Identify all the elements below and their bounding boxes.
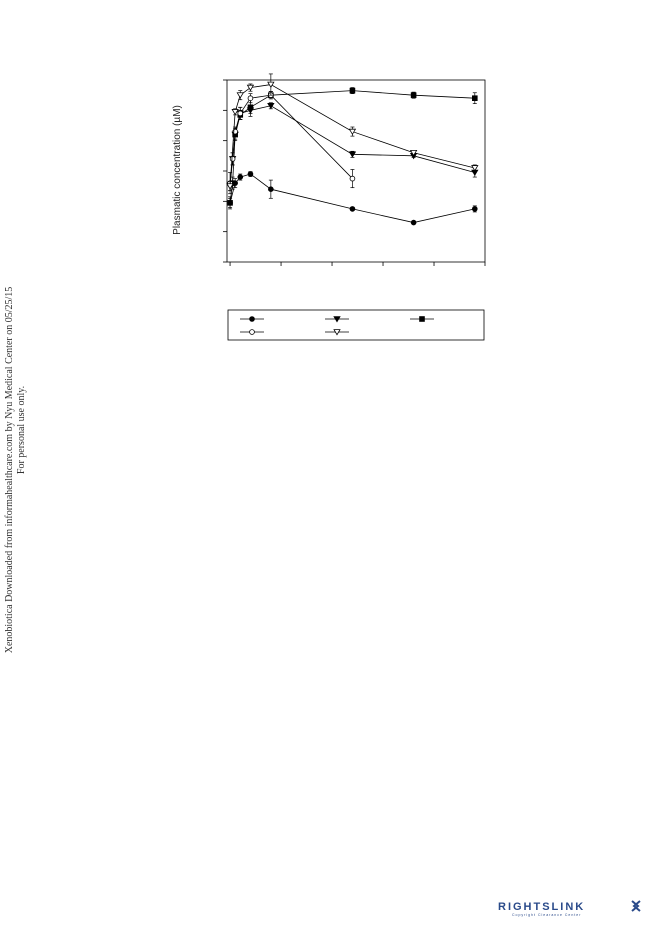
- series-1-point-3: [248, 172, 253, 177]
- series-5-point-5: [349, 129, 355, 134]
- series-3-point-8: [472, 96, 477, 101]
- legend-entry-5: [325, 330, 349, 335]
- series-4-point-6: [350, 176, 355, 181]
- legend-marker-4: [250, 330, 255, 335]
- series-4-point-4: [248, 96, 253, 101]
- series-1-point-2: [238, 175, 243, 180]
- rightslink-tagline: Copyright Clearance Center: [512, 913, 582, 917]
- series-1-point-7: [472, 207, 477, 212]
- series-1-point-4: [268, 187, 273, 192]
- series-1-point-5: [350, 207, 355, 212]
- series-3-point-0: [228, 200, 233, 205]
- rightslink-logo: [498, 901, 640, 917]
- legend: [228, 310, 484, 340]
- series-4: [228, 92, 355, 194]
- series-3: [228, 88, 478, 208]
- legend-entry-2: [325, 317, 349, 322]
- rightslink-arrow-icon: [632, 901, 640, 911]
- series-5-point-1: [232, 109, 238, 114]
- legend-entry-4: [240, 330, 264, 335]
- rightslink-logo-text: RIGHTSLINK: [498, 901, 586, 913]
- series-3-point-6: [350, 88, 355, 93]
- series-5-point-2: [237, 93, 243, 98]
- watermark-line-2: For personal use only.: [16, 385, 27, 475]
- y-axis-label: Plasmatic concentration (µM): [172, 105, 183, 235]
- watermark-line-1: Xenobiotica Downloaded from informahealthcare.com by Nyu Medical Center on 05/25/15: [4, 286, 15, 654]
- series-4-point-3: [238, 111, 243, 116]
- legend-marker-1: [250, 317, 255, 322]
- series-3-point-4: [248, 105, 253, 110]
- series-4-point-1: [230, 156, 235, 161]
- legend-marker-3: [420, 317, 425, 322]
- series-3-point-7: [411, 93, 416, 98]
- legend-entry-1: [240, 317, 264, 322]
- series-1-point-6: [411, 220, 416, 225]
- legend-entry-3: [410, 317, 434, 322]
- legend-box: [228, 310, 484, 340]
- series-layer: [227, 74, 478, 225]
